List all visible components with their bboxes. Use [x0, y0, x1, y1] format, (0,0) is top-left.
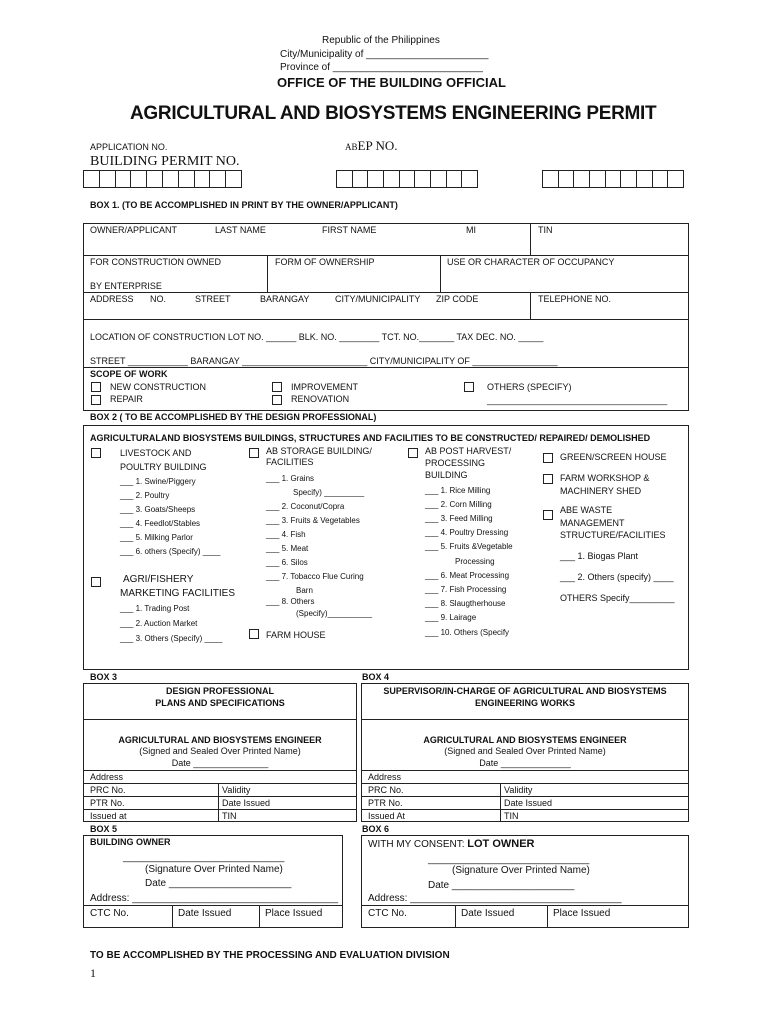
application-no-boxes[interactable] — [83, 170, 242, 188]
box3-issued-at[interactable]: Issued at — [90, 811, 127, 821]
box4-validity[interactable]: Validity — [504, 785, 533, 795]
street-label: STREET — [195, 294, 231, 304]
application-no-label: APPLICATION NO. — [90, 142, 168, 152]
box6-place-issued[interactable]: Place Issued — [553, 908, 611, 919]
box2-heading: BOX 2 ( TO BE ACCOMPLISHED BY THE DESIGN PROFESSIONAL) — [90, 412, 377, 422]
livestock-label-1: LIVESTOCK AND — [120, 448, 192, 458]
abe-waste-label-3: STRUCTURE/FACILITIES — [560, 530, 666, 540]
office-title: OFFICE OF THE BUILDING OFFICIAL — [277, 75, 506, 90]
box6-label: BOX 6 — [362, 824, 390, 834]
post-harvest-item[interactable]: ___ 4. Poultry Dressing — [425, 528, 509, 537]
box5-date-issued[interactable]: Date Issued — [178, 908, 232, 919]
box4-issued-at[interactable]: Issued At — [368, 811, 406, 821]
improvement-label: IMPROVEMENT — [291, 382, 359, 392]
processing-division-heading: TO BE ACCOMPLISHED BY THE PROCESSING AND EVALUATION DIVISION — [90, 950, 450, 961]
location-line: LOCATION OF CONSTRUCTION LOT NO. ______ BLK. NO. ________ TCT. NO._______ TAX DEC. NO. _____ — [90, 332, 544, 342]
abe-waste-checkbox[interactable] — [543, 510, 553, 520]
storage-item[interactable]: ___ 6. Silos — [266, 558, 308, 567]
post-harvest-item[interactable]: ___ 1. Rice Milling — [425, 486, 491, 495]
box6-date-issued[interactable]: Date Issued — [461, 908, 515, 919]
post-harvest-item[interactable]: ___ 8. Slaugtherhouse — [425, 599, 506, 608]
box3-tin[interactable]: TIN — [222, 811, 237, 821]
for-construction-label: FOR CONSTRUCTION OWNED — [90, 257, 221, 267]
box3-title-1: DESIGN PROFESSIONAL — [165, 686, 274, 696]
farm-house-label: FARM HOUSE — [266, 630, 326, 640]
building-permit-no-label: BUILDING PERMIT NO. — [90, 154, 240, 169]
page-title: AGRICULTURAL AND BIOSYSTEMS ENGINEERING PERMIT — [130, 103, 657, 124]
city-municipality-label: CITY/MUNICIPALITY — [335, 294, 421, 304]
box3-ptr[interactable]: PTR No. — [90, 798, 125, 808]
box3-date[interactable]: Date _______________ — [171, 758, 269, 768]
box6-date[interactable]: Date ______________________ — [428, 880, 575, 891]
box4-title-2: ENGINEERING WORKS — [474, 698, 575, 708]
box5-signature-line[interactable]: _____________________________ — [123, 852, 285, 863]
farm-house-checkbox[interactable] — [249, 629, 259, 639]
box2-subheading: AGRICULTURALAND BIOSYSTEMS BUILDINGS, STRUCTURES AND FACILITIES TO BE CONSTRUCTED/ REPAIRED/ DEMOLISHED — [90, 433, 651, 443]
owner-applicant-label: OWNER/APPLICANT — [90, 225, 178, 235]
renovation-label: RENOVATION — [291, 394, 350, 404]
box3-validity[interactable]: Validity — [222, 785, 251, 795]
scope-of-work-label: SCOPE OF WORK — [90, 369, 168, 379]
header-province: Province of ___________________________ — [280, 62, 483, 73]
address-label: ADDRESS — [90, 294, 134, 304]
page-number: 1 — [90, 966, 96, 980]
post-harvest-item[interactable]: ___ 7. Fish Processing — [425, 585, 507, 594]
box3-title-2: PLANS AND SPECIFICATIONS — [155, 698, 285, 708]
abe-waste-label-1: ABE WASTE — [560, 505, 613, 515]
others-specify-line[interactable]: ____________________________________ — [487, 395, 668, 405]
storage-item[interactable]: ___ 7. Tobacco Flue Curing — [266, 572, 364, 581]
waste-others-item[interactable]: ___ 2. Others (specify) ____ — [560, 572, 674, 582]
green-house-checkbox[interactable] — [543, 453, 553, 463]
new-construction-checkbox[interactable] — [91, 382, 101, 392]
box4-tin[interactable]: TIN — [504, 811, 519, 821]
improvement-checkbox[interactable] — [272, 382, 282, 392]
post-harvest-label-3: BUILDING — [425, 470, 468, 480]
header-republic: Republic of the Philippines — [322, 35, 440, 46]
box4-prc[interactable]: PRC No. — [368, 785, 404, 795]
box1-heading: BOX 1. (TO BE ACCOMPLISHED IN PRINT BY THE OWNER/APPLICANT) — [90, 200, 398, 210]
post-harvest-item[interactable]: ___ 6. Meat Processing — [425, 571, 510, 580]
box3-date-issued[interactable]: Date Issued — [222, 798, 271, 808]
by-enterprise-label: BY ENTERPRISE — [90, 281, 162, 291]
box4-date[interactable]: Date ______________ — [479, 758, 571, 768]
others-specify-label: OTHERS (SPECIFY) — [487, 382, 572, 392]
ab-storage-checkbox[interactable] — [249, 448, 259, 458]
agri-item[interactable]: ___ 3. Others (Specify) ____ — [120, 634, 223, 643]
box3-label: BOX 3 — [90, 672, 118, 682]
livestock-item[interactable]: ___ 3. Goats/Sheeps — [120, 505, 196, 514]
abep-no-boxes[interactable] — [336, 170, 478, 188]
livestock-checkbox[interactable] — [91, 448, 101, 458]
processing-label: Processing — [455, 557, 495, 566]
agri-fishery-label-1: AGRI/FISHERY — [123, 574, 194, 585]
box6-ctc[interactable]: CTC No. — [368, 908, 407, 919]
mi-label: MI — [466, 225, 476, 235]
storage-barn-label: Barn — [296, 586, 313, 595]
storage-item[interactable]: ___ 5. Meat — [266, 544, 309, 553]
box4-signed: (Signed and Sealed Over Printed Name) — [444, 746, 606, 756]
renovation-checkbox[interactable] — [272, 395, 282, 405]
box4-engineer: AGRICULTURAL AND BIOSYSTEMS ENGINEER — [423, 735, 627, 745]
use-or-character-label: USE OR CHARACTER OF OCCUPANCY — [447, 257, 615, 267]
street-line: STREET ____________ BARANGAY _________________________ CITY/MUNICIPALITY OF _________________ — [90, 356, 558, 366]
box4-address[interactable]: Address — [368, 772, 402, 782]
box5-signature-label: (Signature Over Printed Name) — [145, 864, 283, 875]
box4-label: BOX 4 — [362, 672, 390, 682]
post-harvest-item[interactable]: ___ 3. Feed Milling — [425, 514, 493, 523]
post-harvest-item[interactable]: ___ 5. Fruits &Vegetable — [425, 542, 513, 551]
box4-title-1: SUPERVISOR/IN-CHARGE OF AGRICULTURAL AND BIOSYSTEMS — [383, 686, 667, 696]
post-harvest-label-1: AB POST HARVEST/ — [425, 446, 512, 456]
box5-ctc[interactable]: CTC No. — [90, 908, 129, 919]
livestock-item[interactable]: ___ 2. Poultry — [120, 491, 170, 500]
box4-ptr[interactable]: PTR No. — [368, 798, 403, 808]
box6-address[interactable]: Address: ______________________________________ — [368, 893, 622, 904]
storage-item[interactable]: ___ 2. Coconut/Copra — [266, 502, 345, 511]
box3-signed: (Signed and Sealed Over Printed Name) — [139, 746, 301, 756]
address-no-label: NO. — [150, 294, 167, 304]
post-harvest-item[interactable]: ___ 2. Corn Milling — [425, 500, 492, 509]
box3-engineer: AGRICULTURAL AND BIOSYSTEMS ENGINEER — [118, 735, 322, 745]
storage-item[interactable]: ___ 8. Others — [266, 597, 315, 606]
box6-signature-line[interactable]: _____________________________ — [428, 854, 590, 865]
last-name-label: LAST NAME — [215, 225, 266, 235]
first-name-label: FIRST NAME — [322, 225, 377, 235]
repair-label: REPAIR — [110, 394, 143, 404]
post-harvest-checkbox[interactable] — [408, 448, 418, 458]
biogas-item[interactable]: ___ 1. Biogas Plant — [560, 551, 639, 561]
box3-prc[interactable]: PRC No. — [90, 785, 126, 795]
box4-date-issued[interactable]: Date Issued — [504, 798, 553, 808]
green-house-label: GREEN/SCREEN HOUSE — [560, 452, 667, 462]
tin-label: TIN — [538, 225, 553, 235]
agri-item[interactable]: ___ 2. Auction Market — [120, 619, 198, 628]
abep-no-label: ABEP NO. — [345, 138, 398, 153]
post-harvest-label-2: PROCESSING — [425, 458, 486, 468]
livestock-label-2: POULTRY BUILDING — [120, 462, 207, 472]
box5-label: BOX 5 — [90, 824, 118, 834]
form-of-ownership-label: FORM OF OWNERSHIP — [275, 257, 375, 267]
header-city: City/Municipality of ______________________ — [280, 49, 489, 60]
storage-item[interactable]: ___ 1. Grains — [266, 474, 315, 483]
box5-place-issued[interactable]: Place Issued — [265, 908, 323, 919]
livestock-item[interactable]: ___ 5. Milking Parlor — [120, 533, 193, 542]
abe-waste-label-2: MANAGEMENT — [560, 518, 625, 528]
livestock-item[interactable]: ___ 6. others (Specify) ____ — [120, 547, 221, 556]
farm-workshop-label-2: MACHINERY SHED — [560, 486, 642, 496]
agri-item[interactable]: ___ 1. Trading Post — [120, 604, 190, 613]
barangay-label: BARANGAY — [260, 294, 310, 304]
storage-item[interactable]: ___ 3. Fruits & Vegetables — [266, 516, 360, 525]
others-specify-checkbox[interactable] — [464, 382, 474, 392]
post-harvest-item[interactable]: ___ 10. Others (Specify — [425, 628, 510, 637]
telephone-label: TELEPHONE NO. — [538, 294, 612, 304]
agri-fishery-label-2: MARKETING FACILITIES — [120, 588, 236, 599]
box5-title: BUILDING OWNER — [90, 837, 171, 847]
storage-item-specify[interactable]: Specify) _________ — [293, 488, 365, 497]
repair-checkbox[interactable] — [91, 395, 101, 405]
box5-address[interactable]: Address: _____________________________________ — [90, 893, 339, 904]
farm-workshop-label-1: FARM WORKSHOP & — [560, 473, 650, 483]
box6-signature-label: (Signature Over Printed Name) — [452, 865, 590, 876]
box5-date[interactable]: Date ______________________ — [145, 878, 292, 889]
new-construction-label: NEW CONSTRUCTION — [110, 382, 206, 392]
farm-workshop-checkbox[interactable] — [543, 474, 553, 484]
storage-item[interactable]: ___ 4. Fish — [266, 530, 306, 539]
ab-storage-label-2: FACILITIES — [266, 457, 314, 467]
storage-item-specify[interactable]: (Specify)__________ — [296, 609, 373, 618]
others-specify-field[interactable]: OTHERS Specify_________ — [560, 593, 675, 603]
post-harvest-item[interactable]: ___ 9. Lairage — [425, 613, 477, 622]
livestock-item[interactable]: ___ 4. Feedlot/Stables — [120, 519, 201, 528]
zip-code-label: ZIP CODE — [436, 294, 479, 304]
ab-storage-label-1: AB STORAGE BUILDING/ — [266, 446, 372, 456]
box3-address[interactable]: Address — [90, 772, 124, 782]
building-permit-no-boxes[interactable] — [542, 170, 684, 188]
agri-fishery-checkbox[interactable] — [91, 577, 101, 587]
box6-consent: WITH MY CONSENT: LOT OWNER — [368, 838, 535, 850]
livestock-item[interactable]: ___ 1. Swine/Piggery — [120, 477, 196, 486]
